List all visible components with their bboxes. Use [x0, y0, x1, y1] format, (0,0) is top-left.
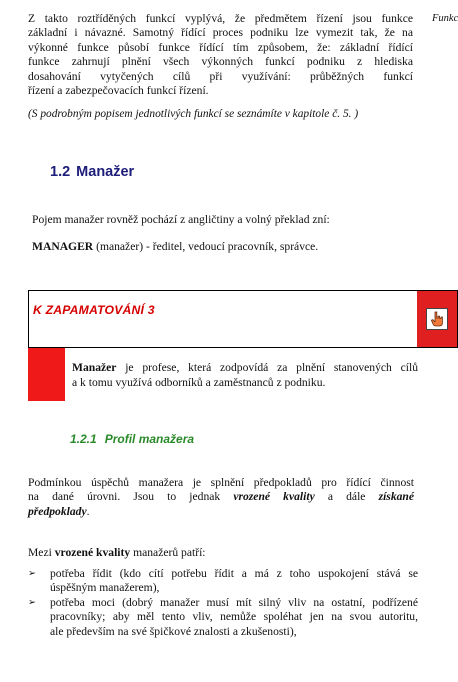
- success-text: a dále: [314, 490, 379, 504]
- list-item-line: potřeba moci (dobrý manažer musí mít silný vliv na ostatní, podřízené: [50, 595, 418, 609]
- success-paragraph: [28, 476, 414, 519]
- remember-box-title: K ZAPAMATOVÁNÍ 3: [33, 303, 155, 317]
- remember-box: [28, 290, 458, 348]
- list-item-line: pracovníky; aby měl tento vliv, nemůže spoléhat jen na svou autoritu,: [50, 610, 418, 624]
- subsection-heading: [70, 432, 194, 446]
- intro-paragraph: [28, 12, 413, 98]
- success-line: [28, 490, 414, 504]
- success-line: Podmínkou úspěchů manažera je splnění předpokladů pro řídící činnost: [28, 476, 414, 489]
- list-item: [28, 596, 418, 639]
- intro-line: řízení a zabezpečovacích funkcí řízení.: [28, 84, 209, 98]
- manager-definition-line: [72, 361, 418, 376]
- section-title: Manažer: [76, 164, 135, 180]
- subsection-number: 1.2.1: [70, 432, 97, 446]
- innate-qualities-bold: vrozené kvality: [54, 546, 131, 559]
- manager-definition: [72, 361, 418, 390]
- manager-term: Manažer: [72, 361, 117, 374]
- innate-qualities-term: vrozené kvality: [233, 490, 315, 504]
- subsection-title: Profil manažera: [104, 432, 195, 446]
- list-item-line: úspěšným manažerem),: [50, 581, 160, 595]
- section-number: 1.2: [50, 164, 71, 180]
- innate-intro-text: manažerů patří:: [130, 546, 206, 559]
- manager-definition-text: je profese, která zodpovídá za plnění stanovených cílů: [116, 361, 418, 374]
- remember-box-side: [417, 291, 457, 347]
- definition-rest: (manažer) - ředitel, vedoucí pracovník, správce.: [93, 240, 319, 253]
- origin-sentence: Pojem manažer rovněž pochází z angličtiny a volný překlad zní:: [32, 213, 330, 226]
- innate-intro: [28, 546, 206, 559]
- success-line: [28, 505, 414, 519]
- innate-intro-text: Mezi: [28, 546, 55, 559]
- hand-pointing-icon: [426, 308, 448, 330]
- prerequisites-term: předpoklady: [28, 504, 87, 518]
- definition-term: MANAGER: [32, 240, 94, 253]
- list-item-line: potřeba řídit (kdo cítí potřebu řídit a má z toho uspokojení stává se: [50, 567, 418, 580]
- definition-line: [32, 240, 318, 253]
- intro-line: Z takto roztříděných funkcí vyplývá, že předmětem řízení jsou funkce: [28, 12, 413, 25]
- remember-red-marker: [28, 348, 65, 401]
- section-heading: [50, 164, 134, 180]
- innate-qualities-list: [28, 567, 418, 639]
- margin-note: Funkc: [432, 13, 458, 24]
- manager-definition-line: a k tomu využívá odborníků a zaměstnanců z podniku.: [72, 375, 326, 389]
- chapter-reference-note: (S podrobným popisem jednotlivých funkcí se seznámíte v kapitole č. 5. ): [28, 108, 359, 120]
- intro-line: výkonné funkce působí funkce řídící tím způsobem, že: základní řídící: [28, 40, 413, 54]
- success-text: .: [86, 504, 90, 518]
- arrowhead-bullet-icon: ➢: [28, 568, 36, 579]
- list-item: [28, 567, 418, 596]
- success-text: na dané úrovni. Jsou to jednak: [28, 490, 234, 504]
- intro-line: dosahování vytyčených cílů při využívání: průběžných funkcí: [28, 69, 413, 83]
- intro-line: funkce zahrnují plnění všech výkonných funkcí podniku z hlediska: [28, 55, 413, 69]
- acquired-term: získané: [378, 490, 415, 504]
- list-item-line: ale především na své špičkové znalosti a zkušenosti),: [50, 624, 297, 638]
- intro-line: základní i návazné. Samotný řídící proces podniku lze vymezit tak, že na: [28, 26, 413, 40]
- arrowhead-bullet-icon: ➢: [28, 596, 36, 608]
